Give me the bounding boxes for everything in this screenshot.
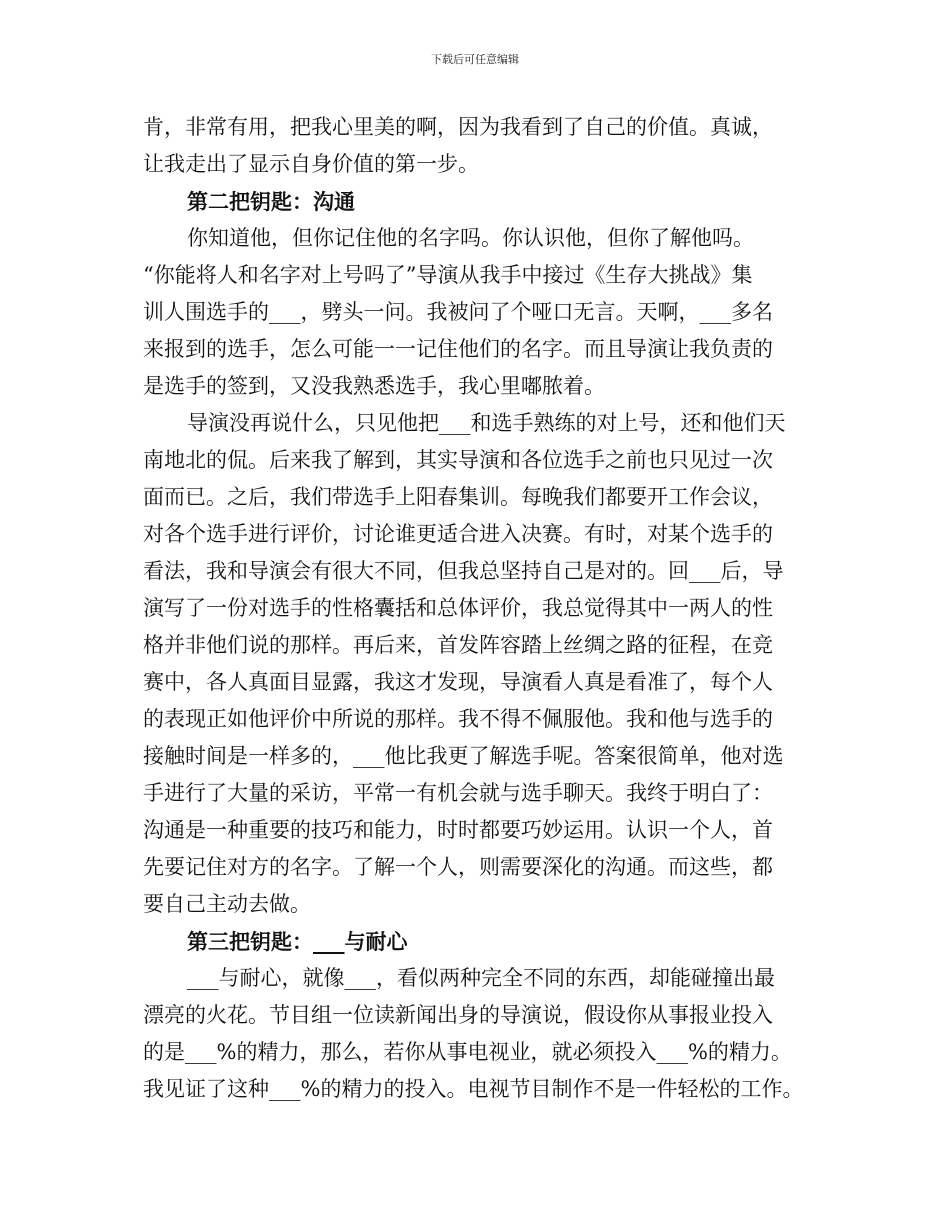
text-line: 沟通是一种重要的技巧和能力，时时都要巧妙运用。认识一个人，首 — [143, 818, 773, 842]
text-line: 格并非他们说的那样。再后来，首发阵容踏上丝绸之路的征程，在竞 — [143, 633, 773, 657]
text-line: 演写了一份对选手的性格囊括和总体评价，我总觉得其中一两人的性 — [143, 596, 773, 620]
text-line: 接触时间是一样多的，___他比我更了解选手呢。答案很简单，他对选 — [143, 744, 784, 768]
text-line: 南地北的侃。后来我了解到，其实导演和各位选手之前也只见过一次 — [143, 448, 773, 472]
document-body — [143, 109, 823, 1108]
text-line: 肯，非常有用，把我心里美的啊，因为我看到了自己的价值。真诚， — [143, 115, 773, 139]
text-line: 赛中，各人真面目显露，我这才发现，导演看人真是看准了，每个人 — [143, 670, 773, 694]
text-line: 手进行了大量的采访，平常一有机会就与选手聊天。我终于明白了： — [143, 781, 773, 805]
text-line: 要自己主动去做。 — [143, 892, 311, 916]
section-heading: 第三把钥匙：___与耐心 — [187, 929, 408, 954]
text-line: 是选手的签到，又没我熟悉选手，我心里嘟脓着。 — [143, 374, 605, 398]
text-line: 训人围选手的___，劈头一问。我被问了个哑口无言。天啊，___多名 — [143, 300, 773, 324]
text-line: “你能将人和名字对上号吗了”导演从我手中接过《生存大挑战》集 — [143, 263, 753, 287]
text-line: 的表现正如他评价中所说的那样。我不得不佩服他。我和他与选手的 — [143, 707, 773, 731]
text-line: 漂亮的火花。节目组一位读新闻出身的导演说，假设你从事报业投入 — [143, 1003, 773, 1027]
text-line: 先要记住对方的名字。了解一个人，则需要深化的沟通。而这些，都 — [143, 855, 773, 879]
text-line: 来报到的选手，怎么可能一一记住他们的名字。而且导演让我负责的 — [143, 337, 773, 361]
text-line: ___与耐心，就像___，看似两种完全不同的东西，却能碰撞出最 — [187, 966, 775, 990]
text-line: 对各个选手进行评价，讨论谁更适合进入决赛。有时，对某个选手的 — [143, 522, 773, 546]
section-heading: 第二把钥匙：沟通 — [187, 189, 355, 214]
text-line: 面而已。之后，我们带选手上阳春集训。每晚我们都要开工作会议， — [143, 485, 773, 509]
text-line: 你知道他，但你记住他的名字吗。你认识他，但你了解他吗。 — [187, 226, 754, 250]
text-line: 看法，我和导演会有很大不同，但我总坚持自己是对的。回___后，导 — [143, 559, 784, 583]
text-line: 我见证了这种___%的精力的投入。电视节目制作不是一件轻松的工作。 — [143, 1077, 804, 1101]
page-header: 下载后可任意编辑 — [431, 53, 519, 66]
text-line: 让我走出了显示自身价值的第一步。 — [143, 152, 479, 176]
text-line: 的是___%的精力，那么，若你从事电视业，就必须投入___%的精力。 — [143, 1040, 792, 1064]
text-line: 导演没再说什么，只见他把___和选手熟练的对上号，还和他们天 — [187, 411, 786, 435]
